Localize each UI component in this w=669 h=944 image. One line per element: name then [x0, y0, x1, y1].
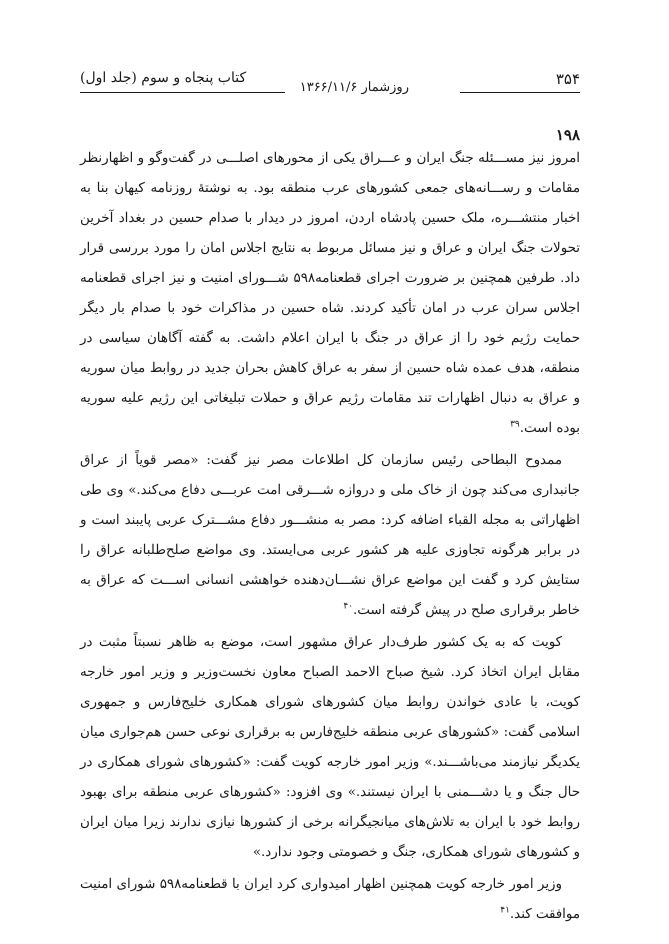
- footnote-ref[interactable]: ۳۹: [510, 419, 520, 430]
- paragraph: [80, 870, 580, 930]
- paragraph: [80, 628, 580, 868]
- document-page: [80, 68, 580, 928]
- footnote-ref[interactable]: ۴۰: [343, 601, 354, 612]
- paragraph-text: وزیر امور خارجه کویت همچنین اظهار امیدواری کرد ایران با قطعنامه۵۹۸ شورای امنیت موافقت کند.: [80, 877, 580, 922]
- paragraph-text: امروز نیز مســـئله جنگ ایران و عـــراق یکی از محورهای اصلـــی در گفت‌وگو و اظهارنظر مقامات و رســـانه‌های جمعی کشورهای عرب منطقه بود. به نوشتهٔ روزنامه کیهان بنا به اخبار منتشـــره، ملک حسین پادشاه اردن، امروز در دیدار با صدام حسین در بغداد آخرین تحولات جنگ ایران و عراق و نیز مسائل مربوط به نتایج اجلاس امان را مورد بررسی قرار داد. طرفین همچنین بر ضرورت اجرای قطعنامه۵۹۸ شـــورای امنیت و نیز اجرای قطعنامه اجلاس سران عرب در امان تأکید کردند. شاه حسین در مذاکرات خود با صدام بار دیگر حمایت رژیم خود را از عراق در جنگ با ایران اعلام داشت. به گفته آگاهان سیاسی در منطقه، هدف عمده شاه حسین از سفر به عراق کاهش بحران جدید در روابط میان سوریه و عراق به دنبال اظهارات تند مقامات رژیم عراق و حملات تبلیغاتی این رژیم علیه سوریه بوده است.: [80, 151, 580, 436]
- page-number: ۳۵۴: [555, 70, 580, 88]
- book-title: کتاب پنجاه و سوم (جلد اول): [80, 70, 247, 86]
- document-number: ۱۹۸: [555, 126, 580, 144]
- paragraph-text: کویت که به یک کشور طرف‌دار عراق مشهور است، موضع به ظاهر نسبتاً مثبت در مقابل ایران اتخاذ کرد. شیخ صباح الاحمد الصباح معاون نخست‌وزیر و وزیر امور خارجه کویت، با عادی خواندن روابط میان کشورهای شورای همکاری خلیج‌فارس و جمهوری اسلامی گفت: «کشورهای عربی منطقه خلیج‌فارس به برقراری نوعی حسن هم‌جواری میان یکدیگر نیازمند می‌باشـــند.» وزیر امور خارجه کویت گفت: «کشورهای شورای همکاری در حال جنگ و یا دشـــمنی با ایران نیستند.» وی افزود: «کشورهای عربی منطقه برای بهبود روابط خود با ایران به تلاش‌های میانجیگرانه برخی از کشورها نیازی ندارند زیرا میان ایران و کشورهای شورای همکاری، جنگ و خصومتی وجود ندارد.»: [80, 635, 580, 860]
- paragraph-text: ممدوح البطاحی رئیس سازمان کل اطلاعات مصر نیز گفت: «مصر قویاً از عراق جانبداری می‌کند چون از خاک ملی و دروازه شـــرقی امت عربـــی دفاع می‌کند.» وی طی اظهاراتی به مجله القبا‌ء اضافه کرد: مصر به منشـــور دفاع مشـــترک عربی پایبند است و در برابر هرگونه تجاوزی علیه هر کشور عربی می‌ایستد. وی مواضع صلح‌طلبانه عراق را ستایش کرد و گفت این مواضع عراق نشـــان‌دهنده خواهشی انسانی اســـت که عراق به خاطر برقراری صلح در پیش گرفته است.: [80, 453, 580, 618]
- page-header: [80, 68, 580, 98]
- paragraph: [80, 446, 580, 626]
- paragraph: [80, 144, 580, 444]
- footnote-ref[interactable]: ۴۱: [500, 905, 510, 916]
- header-date: روزشمار ۱۳۶۶/۱۱/۶: [294, 80, 415, 95]
